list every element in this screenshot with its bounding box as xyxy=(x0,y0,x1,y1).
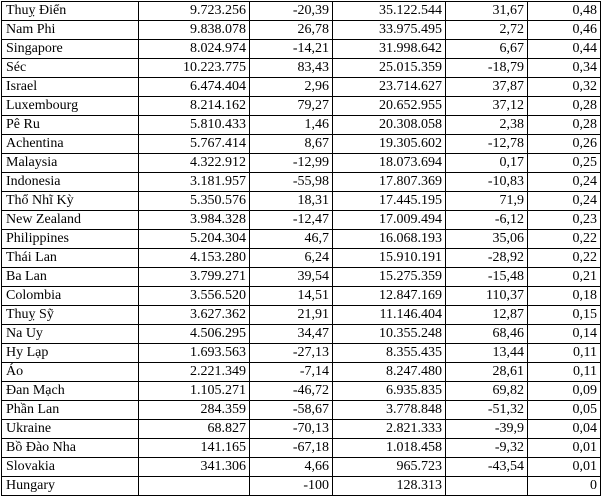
table-row xyxy=(2,363,601,382)
change-1-cell: -70,13 xyxy=(250,420,333,439)
table-row xyxy=(2,249,601,268)
value-1-cell: 9.838.078 xyxy=(139,21,250,40)
value-1-cell: 8.214.162 xyxy=(139,97,250,116)
value-1-cell: 10.223.775 xyxy=(139,59,250,78)
table-row xyxy=(2,287,601,306)
value-2-cell: 20.308.058 xyxy=(333,116,446,135)
share-cell: 0,11 xyxy=(528,363,601,382)
table-row xyxy=(2,173,601,192)
change-1-cell: 6,24 xyxy=(250,249,333,268)
share-cell: 0,09 xyxy=(528,382,601,401)
value-2-cell: 17.009.494 xyxy=(333,211,446,230)
value-1-cell: 5.350.576 xyxy=(139,192,250,211)
country-cell: Phần Lan xyxy=(2,401,139,420)
country-cell: Indonesia xyxy=(2,173,139,192)
table-row xyxy=(2,59,601,78)
value-2-cell: 18.073.694 xyxy=(333,154,446,173)
value-1-cell: 8.024.974 xyxy=(139,40,250,59)
change-2-cell: 35,06 xyxy=(446,230,528,249)
country-cell: Colombia xyxy=(2,287,139,306)
change-2-cell: -28,92 xyxy=(446,249,528,268)
table-body xyxy=(2,2,601,496)
country-data-table xyxy=(1,1,601,496)
table-row xyxy=(2,78,601,97)
change-1-cell: -12,47 xyxy=(250,211,333,230)
table-row xyxy=(2,230,601,249)
country-cell: Bồ Đào Nha xyxy=(2,439,139,458)
country-cell: Hungary xyxy=(2,477,139,496)
table-row xyxy=(2,420,601,439)
value-2-cell: 31.998.642 xyxy=(333,40,446,59)
country-cell: Slovakia xyxy=(2,458,139,477)
change-1-cell: -12,99 xyxy=(250,154,333,173)
country-cell: Nam Phi xyxy=(2,21,139,40)
share-cell: 0,22 xyxy=(528,249,601,268)
share-cell: 0,26 xyxy=(528,135,601,154)
value-2-cell: 12.847.169 xyxy=(333,287,446,306)
value-1-cell: 3.799.271 xyxy=(139,268,250,287)
change-2-cell: -43,54 xyxy=(446,458,528,477)
table-row xyxy=(2,439,601,458)
change-1-cell: 34,47 xyxy=(250,325,333,344)
country-cell: Ba Lan xyxy=(2,268,139,287)
table-row xyxy=(2,192,601,211)
value-1-cell: 4.322.912 xyxy=(139,154,250,173)
value-1-cell: 6.474.404 xyxy=(139,78,250,97)
value-2-cell: 128.313 xyxy=(333,477,446,496)
value-1-cell: 9.723.256 xyxy=(139,2,250,21)
value-2-cell: 15.910.191 xyxy=(333,249,446,268)
share-cell: 0,25 xyxy=(528,154,601,173)
country-cell: Luxembourg xyxy=(2,97,139,116)
table-row xyxy=(2,325,601,344)
change-1-cell: 18,31 xyxy=(250,192,333,211)
value-1-cell: 4.506.295 xyxy=(139,325,250,344)
table-row xyxy=(2,477,601,496)
share-cell: 0,28 xyxy=(528,97,601,116)
share-cell: 0,21 xyxy=(528,268,601,287)
value-1-cell: 3.181.957 xyxy=(139,173,250,192)
change-1-cell: -7,14 xyxy=(250,363,333,382)
change-1-cell: -14,21 xyxy=(250,40,333,59)
change-2-cell: -51,32 xyxy=(446,401,528,420)
change-2-cell: 6,67 xyxy=(446,40,528,59)
share-cell: 0,46 xyxy=(528,21,601,40)
change-2-cell: 13,44 xyxy=(446,344,528,363)
value-1-cell: 3.556.520 xyxy=(139,287,250,306)
value-1-cell: 284.359 xyxy=(139,401,250,420)
value-1-cell: 341.306 xyxy=(139,458,250,477)
value-2-cell: 17.445.195 xyxy=(333,192,446,211)
change-1-cell: 26,78 xyxy=(250,21,333,40)
value-2-cell: 17.807.369 xyxy=(333,173,446,192)
share-cell: 0 xyxy=(528,477,601,496)
country-cell: Áo xyxy=(2,363,139,382)
change-1-cell: 83,43 xyxy=(250,59,333,78)
table-row xyxy=(2,97,601,116)
table-row xyxy=(2,401,601,420)
value-2-cell: 8.355.435 xyxy=(333,344,446,363)
change-2-cell: 2,38 xyxy=(446,116,528,135)
country-cell: Thái Lan xyxy=(2,249,139,268)
country-cell: Israel xyxy=(2,78,139,97)
change-2-cell: 68,46 xyxy=(446,325,528,344)
share-cell: 0,28 xyxy=(528,116,601,135)
table-row xyxy=(2,154,601,173)
share-cell: 0,04 xyxy=(528,420,601,439)
country-cell: Achentina xyxy=(2,135,139,154)
share-cell: 0,48 xyxy=(528,2,601,21)
value-2-cell: 20.652.955 xyxy=(333,97,446,116)
change-1-cell: -100 xyxy=(250,477,333,496)
change-1-cell: -55,98 xyxy=(250,173,333,192)
change-1-cell: -46,72 xyxy=(250,382,333,401)
table-row xyxy=(2,306,601,325)
value-2-cell: 15.275.359 xyxy=(333,268,446,287)
value-2-cell: 8.247.480 xyxy=(333,363,446,382)
share-cell: 0,24 xyxy=(528,192,601,211)
value-2-cell: 10.355.248 xyxy=(333,325,446,344)
change-2-cell: 110,37 xyxy=(446,287,528,306)
table-row xyxy=(2,344,601,363)
share-cell: 0,15 xyxy=(528,306,601,325)
change-1-cell: 2,96 xyxy=(250,78,333,97)
change-1-cell: 79,27 xyxy=(250,97,333,116)
country-cell: Na Uy xyxy=(2,325,139,344)
value-1-cell: 5.810.433 xyxy=(139,116,250,135)
change-1-cell: 1,46 xyxy=(250,116,333,135)
value-1-cell: 3.984.328 xyxy=(139,211,250,230)
change-2-cell: 69,82 xyxy=(446,382,528,401)
country-cell: Đan Mạch xyxy=(2,382,139,401)
value-1-cell: 5.767.414 xyxy=(139,135,250,154)
change-1-cell: -67,18 xyxy=(250,439,333,458)
share-cell: 0,11 xyxy=(528,344,601,363)
share-cell: 0,01 xyxy=(528,458,601,477)
share-cell: 0,18 xyxy=(528,287,601,306)
table-row xyxy=(2,135,601,154)
value-2-cell: 25.015.359 xyxy=(333,59,446,78)
share-cell: 0,22 xyxy=(528,230,601,249)
change-2-cell: 31,67 xyxy=(446,2,528,21)
change-2-cell: 37,12 xyxy=(446,97,528,116)
change-2-cell: -15,48 xyxy=(446,268,528,287)
table-row xyxy=(2,211,601,230)
table-row xyxy=(2,382,601,401)
table-row xyxy=(2,21,601,40)
value-2-cell: 965.723 xyxy=(333,458,446,477)
value-2-cell: 35.122.544 xyxy=(333,2,446,21)
country-cell: Malaysia xyxy=(2,154,139,173)
value-2-cell: 11.146.404 xyxy=(333,306,446,325)
change-1-cell: 14,51 xyxy=(250,287,333,306)
share-cell: 0,01 xyxy=(528,439,601,458)
value-2-cell: 19.305.602 xyxy=(333,135,446,154)
value-2-cell: 2.821.333 xyxy=(333,420,446,439)
change-2-cell: -10,83 xyxy=(446,173,528,192)
value-1-cell: 4.153.280 xyxy=(139,249,250,268)
change-1-cell: 39,54 xyxy=(250,268,333,287)
country-cell: Philippines xyxy=(2,230,139,249)
change-1-cell: 4,66 xyxy=(250,458,333,477)
change-1-cell: -58,67 xyxy=(250,401,333,420)
value-2-cell: 3.778.848 xyxy=(333,401,446,420)
country-cell: Thuỵ Sỹ xyxy=(2,306,139,325)
change-2-cell: -12,78 xyxy=(446,135,528,154)
change-2-cell: 2,72 xyxy=(446,21,528,40)
value-1-cell: 5.204.304 xyxy=(139,230,250,249)
value-2-cell: 33.975.495 xyxy=(333,21,446,40)
change-1-cell: -27,13 xyxy=(250,344,333,363)
change-2-cell: 12,87 xyxy=(446,306,528,325)
value-1-cell: 1.693.563 xyxy=(139,344,250,363)
country-cell: Ukraine xyxy=(2,420,139,439)
value-1-cell: 141.165 xyxy=(139,439,250,458)
country-cell: Thổ Nhĩ Kỳ xyxy=(2,192,139,211)
country-cell: Séc xyxy=(2,59,139,78)
change-1-cell: 21,91 xyxy=(250,306,333,325)
value-2-cell: 23.714.627 xyxy=(333,78,446,97)
value-2-cell: 6.935.835 xyxy=(333,382,446,401)
change-2-cell: -6,12 xyxy=(446,211,528,230)
change-2-cell: -9,32 xyxy=(446,439,528,458)
change-2-cell: 0,17 xyxy=(446,154,528,173)
change-1-cell: -20,39 xyxy=(250,2,333,21)
change-1-cell: 46,7 xyxy=(250,230,333,249)
change-2-cell: -39,9 xyxy=(446,420,528,439)
table-row xyxy=(2,116,601,135)
change-2-cell: 37,87 xyxy=(446,78,528,97)
share-cell: 0,14 xyxy=(528,325,601,344)
change-2-cell: 28,61 xyxy=(446,363,528,382)
value-1-cell: 1.105.271 xyxy=(139,382,250,401)
table-row xyxy=(2,458,601,477)
change-1-cell: 8,67 xyxy=(250,135,333,154)
value-1-cell xyxy=(139,477,250,496)
value-2-cell: 1.018.458 xyxy=(333,439,446,458)
country-cell: Pê Ru xyxy=(2,116,139,135)
change-2-cell: 71,9 xyxy=(446,192,528,211)
value-1-cell: 2.221.349 xyxy=(139,363,250,382)
value-2-cell: 16.068.193 xyxy=(333,230,446,249)
table-row xyxy=(2,40,601,59)
share-cell: 0,34 xyxy=(528,59,601,78)
value-1-cell: 3.627.362 xyxy=(139,306,250,325)
share-cell: 0,05 xyxy=(528,401,601,420)
table-row xyxy=(2,2,601,21)
share-cell: 0,44 xyxy=(528,40,601,59)
country-cell: Hy Lạp xyxy=(2,344,139,363)
country-cell: Singapore xyxy=(2,40,139,59)
share-cell: 0,23 xyxy=(528,211,601,230)
value-1-cell: 68.827 xyxy=(139,420,250,439)
country-cell: New Zealand xyxy=(2,211,139,230)
share-cell: 0,32 xyxy=(528,78,601,97)
table-row xyxy=(2,268,601,287)
share-cell: 0,24 xyxy=(528,173,601,192)
country-cell: Thuỵ Điển xyxy=(2,2,139,21)
change-2-cell: -18,79 xyxy=(446,59,528,78)
change-2-cell xyxy=(446,477,528,496)
